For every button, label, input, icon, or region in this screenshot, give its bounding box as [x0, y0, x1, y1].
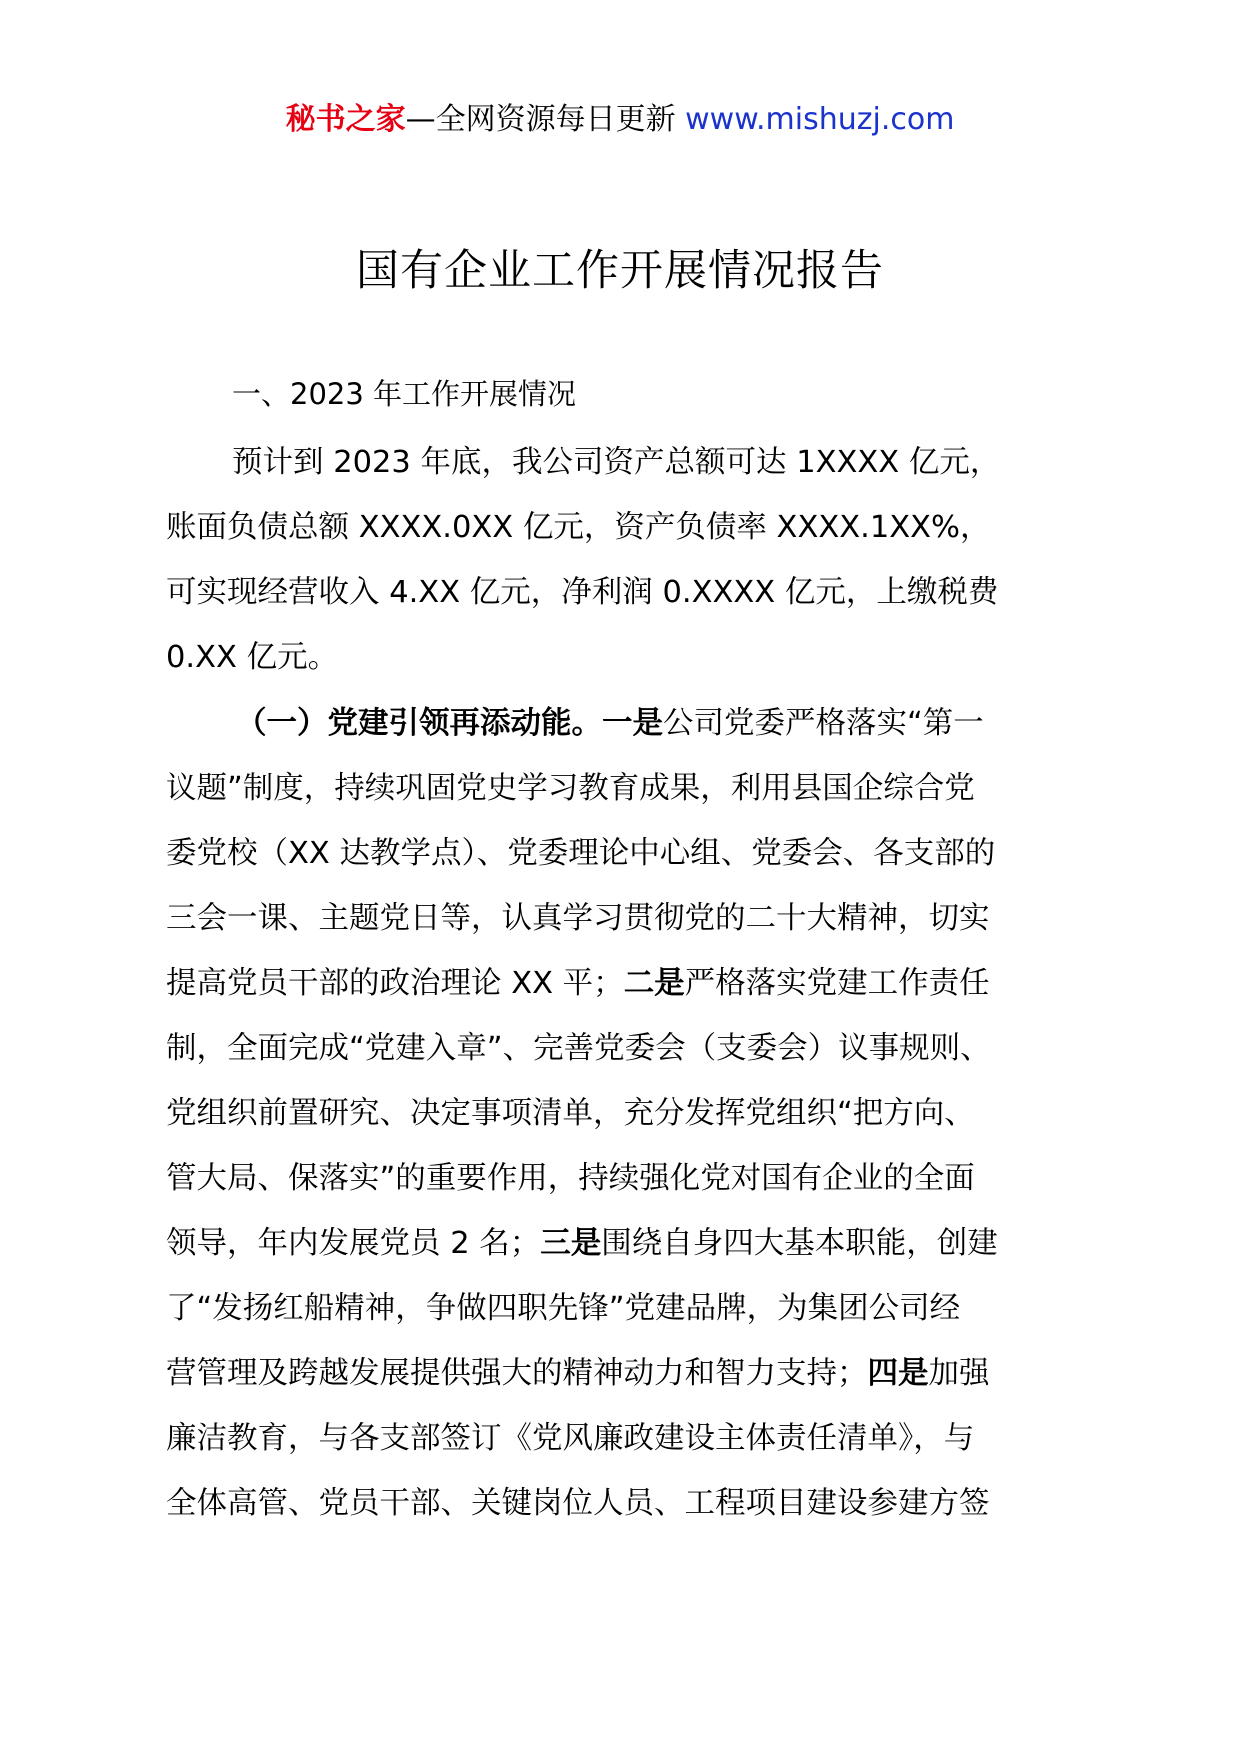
- paragraph-line: 了“发扬红船精神，争做四职先锋”党建品牌，为集团公司经: [166, 1291, 961, 1326]
- paragraph-line: [166, 691, 1096, 756]
- paragraph-party-building: [166, 691, 1096, 1536]
- document-title: 国有企业工作开展情况报告: [356, 246, 884, 296]
- site-tagline: —全网资源每日更新: [405, 102, 676, 137]
- paragraph-line: 制，全面完成“党建入章”、完善党委会（支委会）议事规则、: [166, 1031, 991, 1066]
- point-marker: 二是: [623, 966, 685, 1001]
- line-text: 加强: [928, 1356, 990, 1391]
- paragraph-line: 可实现经营收入 4.XX 亿元，净利润 0.XXXX 亿元，上缴税费: [166, 575, 999, 610]
- paragraph-line: [166, 951, 1096, 1016]
- paragraph-line: 管大局、保落实”的重要作用，持续强化党对国有企业的全面: [166, 1161, 975, 1196]
- paragraph-line: [166, 1341, 1096, 1406]
- paragraph-line: 党组织前置研究、决定事项清单，充分发挥党组织“把方向、: [166, 1096, 975, 1131]
- paragraph-line: 0.XX 亿元。: [166, 640, 339, 675]
- paragraph-line: 委党校（XX 达教学点）、党委理论中心组、党委会、各支部的: [166, 836, 996, 871]
- site-url-link[interactable]: www.mishuzj.com: [685, 102, 955, 137]
- line-text: 领导，年内发展党员 2 名；: [166, 1226, 541, 1261]
- subsection-heading: （一）党建引领再添动能。: [236, 706, 602, 741]
- paragraph-line: 三会一课、主题党日等，认真学习贯彻党的二十大精神，切实: [166, 901, 990, 936]
- point-marker: 三是: [540, 1226, 602, 1261]
- paragraph-line: 全体高管、党员干部、关键岗位人员、工程项目建设参建方签: [166, 1486, 990, 1521]
- site-header: [0, 100, 1240, 140]
- paragraph-line: 账面负债总额 XXXX.0XX 亿元，资产负债率 XXXX.1XX%，: [166, 510, 991, 545]
- paragraph-line: [166, 1211, 1096, 1276]
- line-text: 营管理及跨越发展提供强大的精神动力和智力支持；: [166, 1356, 868, 1391]
- point-marker: 一是: [602, 706, 663, 741]
- line-text: 提高党员干部的政治理论 XX 平；: [166, 966, 624, 1001]
- paragraph-line: 预计到 2023 年底，我公司资产总额可达 1XXXX 亿元，: [232, 445, 1001, 480]
- line-text: 公司党委严格落实“第一: [663, 706, 984, 741]
- line-text: 围绕自身四大基本职能，创建: [601, 1226, 998, 1261]
- line-text: 严格落实党建工作责任: [684, 966, 990, 1001]
- paragraph-financial-summary: [166, 430, 1096, 690]
- paragraph-line: 议题”制度，持续巩固党史学习教育成果，利用县国企综合党: [166, 771, 975, 806]
- site-brand: 秘书之家: [285, 102, 406, 137]
- point-marker: 四是: [867, 1356, 929, 1391]
- paragraph-line: 廉洁教育，与各支部签订《党风廉政建设主体责任清单》，与: [166, 1421, 975, 1456]
- section-heading: 一、2023 年工作开展情况: [232, 377, 577, 411]
